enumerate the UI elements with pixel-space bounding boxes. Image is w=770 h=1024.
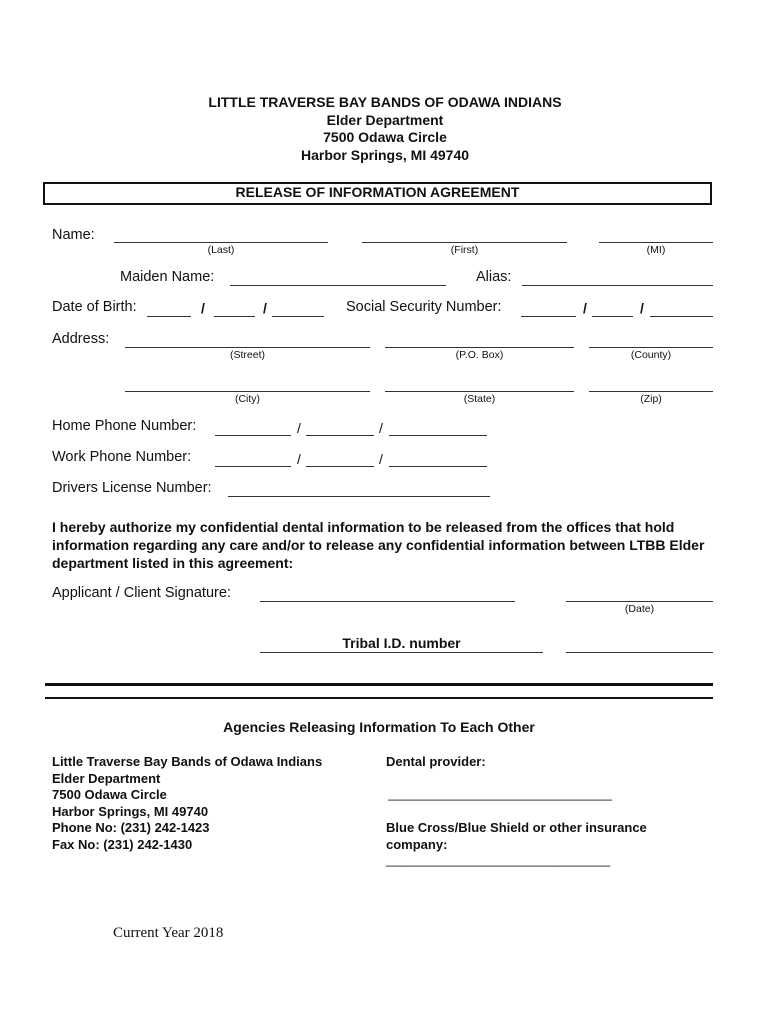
home-phone-prefix-field[interactable] bbox=[306, 435, 374, 436]
mi-field[interactable] bbox=[599, 242, 713, 243]
date-field[interactable] bbox=[566, 601, 713, 602]
ssn-part3-field[interactable] bbox=[650, 316, 713, 317]
last-name-field[interactable] bbox=[114, 242, 328, 243]
insurance-label: Blue Cross/Blue Shield or other insurance bbox=[386, 820, 647, 835]
street-caption: (Street) bbox=[229, 349, 265, 361]
work-phone-area-field[interactable] bbox=[215, 466, 291, 467]
dental-provider-field[interactable]: _______________________________ bbox=[388, 786, 613, 801]
signature-field[interactable] bbox=[260, 601, 515, 602]
date-caption: (Date) bbox=[624, 603, 655, 615]
ssn-label: Social Security Number: bbox=[346, 299, 502, 315]
home-phone-number-field[interactable] bbox=[389, 435, 487, 436]
city-field[interactable] bbox=[125, 391, 370, 392]
tribal-id-line[interactable] bbox=[260, 652, 543, 653]
agency-line: Little Traverse Bay Bands of Odawa Indians bbox=[52, 754, 323, 769]
name-label: Name: bbox=[52, 227, 95, 243]
first-caption: (First) bbox=[450, 244, 479, 256]
signature-label: Applicant / Client Signature: bbox=[52, 585, 231, 601]
work-phone-number-field[interactable] bbox=[389, 466, 487, 467]
ssn-part1-field[interactable] bbox=[521, 316, 576, 317]
ssn-slash: / bbox=[640, 300, 644, 316]
insurance-field[interactable]: _______________________________ bbox=[386, 852, 611, 867]
phone-slash: / bbox=[297, 451, 301, 467]
form-title: RELEASE OF INFORMATION AGREEMENT bbox=[43, 182, 712, 205]
footer-year: Current Year 2018 bbox=[113, 925, 224, 941]
agency-line: Fax No: (231) 242-1430 bbox=[52, 836, 193, 852]
agency-line: Harbor Springs, MI 49740 bbox=[52, 803, 209, 819]
city-caption: (City) bbox=[234, 393, 261, 405]
mi-caption: (MI) bbox=[646, 244, 666, 256]
last-caption: (Last) bbox=[207, 244, 235, 256]
pobox-field[interactable] bbox=[385, 347, 574, 348]
city-address: Harbor Springs, MI 49740 bbox=[300, 146, 470, 163]
work-phone-label: Work Phone Number: bbox=[52, 449, 192, 465]
dob-day-field[interactable] bbox=[214, 316, 255, 317]
tribal-id-label: Tribal I.D. number bbox=[342, 635, 461, 651]
state-field[interactable] bbox=[385, 391, 574, 392]
street-field[interactable] bbox=[125, 347, 370, 348]
agency-line: Phone No: (231) 242-1423 bbox=[52, 820, 210, 835]
first-name-field[interactable] bbox=[362, 242, 567, 243]
org-name: LITTLE TRAVERSE BAY BANDS OF ODAWA INDIANS bbox=[208, 94, 562, 110]
dob-slash: / bbox=[201, 300, 205, 316]
alias-label: Alias: bbox=[476, 269, 512, 285]
county-field[interactable] bbox=[589, 347, 713, 348]
phone-slash: / bbox=[379, 420, 383, 436]
state-caption: (State) bbox=[463, 393, 496, 405]
dob-month-field[interactable] bbox=[147, 316, 191, 317]
agency-line: 7500 Odawa Circle bbox=[52, 787, 167, 802]
tribal-id-field[interactable] bbox=[566, 652, 713, 653]
county-caption: (County) bbox=[630, 349, 672, 361]
zip-field[interactable] bbox=[589, 391, 713, 392]
maiden-name-field[interactable] bbox=[230, 285, 446, 286]
work-phone-prefix-field[interactable] bbox=[306, 466, 374, 467]
dob-year-field[interactable] bbox=[272, 316, 324, 317]
drivers-license-label: Drivers License Number: bbox=[52, 480, 212, 496]
divider-rule bbox=[45, 697, 713, 699]
maiden-name-label: Maiden Name: bbox=[120, 269, 215, 285]
dob-slash: / bbox=[263, 300, 267, 316]
zip-caption: (Zip) bbox=[640, 393, 662, 405]
street-address: 7500 Odawa Circle bbox=[323, 129, 447, 145]
dob-label: Date of Birth: bbox=[52, 299, 137, 315]
phone-slash: / bbox=[297, 420, 301, 436]
authorization-statement: I hereby authorize my confidential dental information to be released from the offices that hold information regarding any care and/or to release any confidential information between LTBB Elder department listed in this agreement: bbox=[52, 519, 705, 571]
agencies-heading: Agencies Releasing Information To Each Other bbox=[223, 719, 535, 735]
address-label: Address: bbox=[52, 331, 110, 347]
phone-slash: / bbox=[379, 451, 383, 467]
dental-provider-label: Dental provider: bbox=[386, 754, 486, 769]
agency-line: Elder Department bbox=[52, 770, 161, 786]
ssn-slash: / bbox=[583, 300, 587, 316]
department-name: Elder Department bbox=[326, 111, 444, 128]
insurance-label-cont: company: bbox=[386, 836, 448, 852]
ssn-part2-field[interactable] bbox=[592, 316, 633, 317]
alias-field[interactable] bbox=[522, 285, 713, 286]
home-phone-area-field[interactable] bbox=[215, 435, 291, 436]
home-phone-label: Home Phone Number: bbox=[52, 418, 197, 434]
drivers-license-field[interactable] bbox=[228, 496, 490, 497]
pobox-caption: (P.O. Box) bbox=[455, 349, 504, 361]
divider-rule bbox=[45, 683, 713, 686]
